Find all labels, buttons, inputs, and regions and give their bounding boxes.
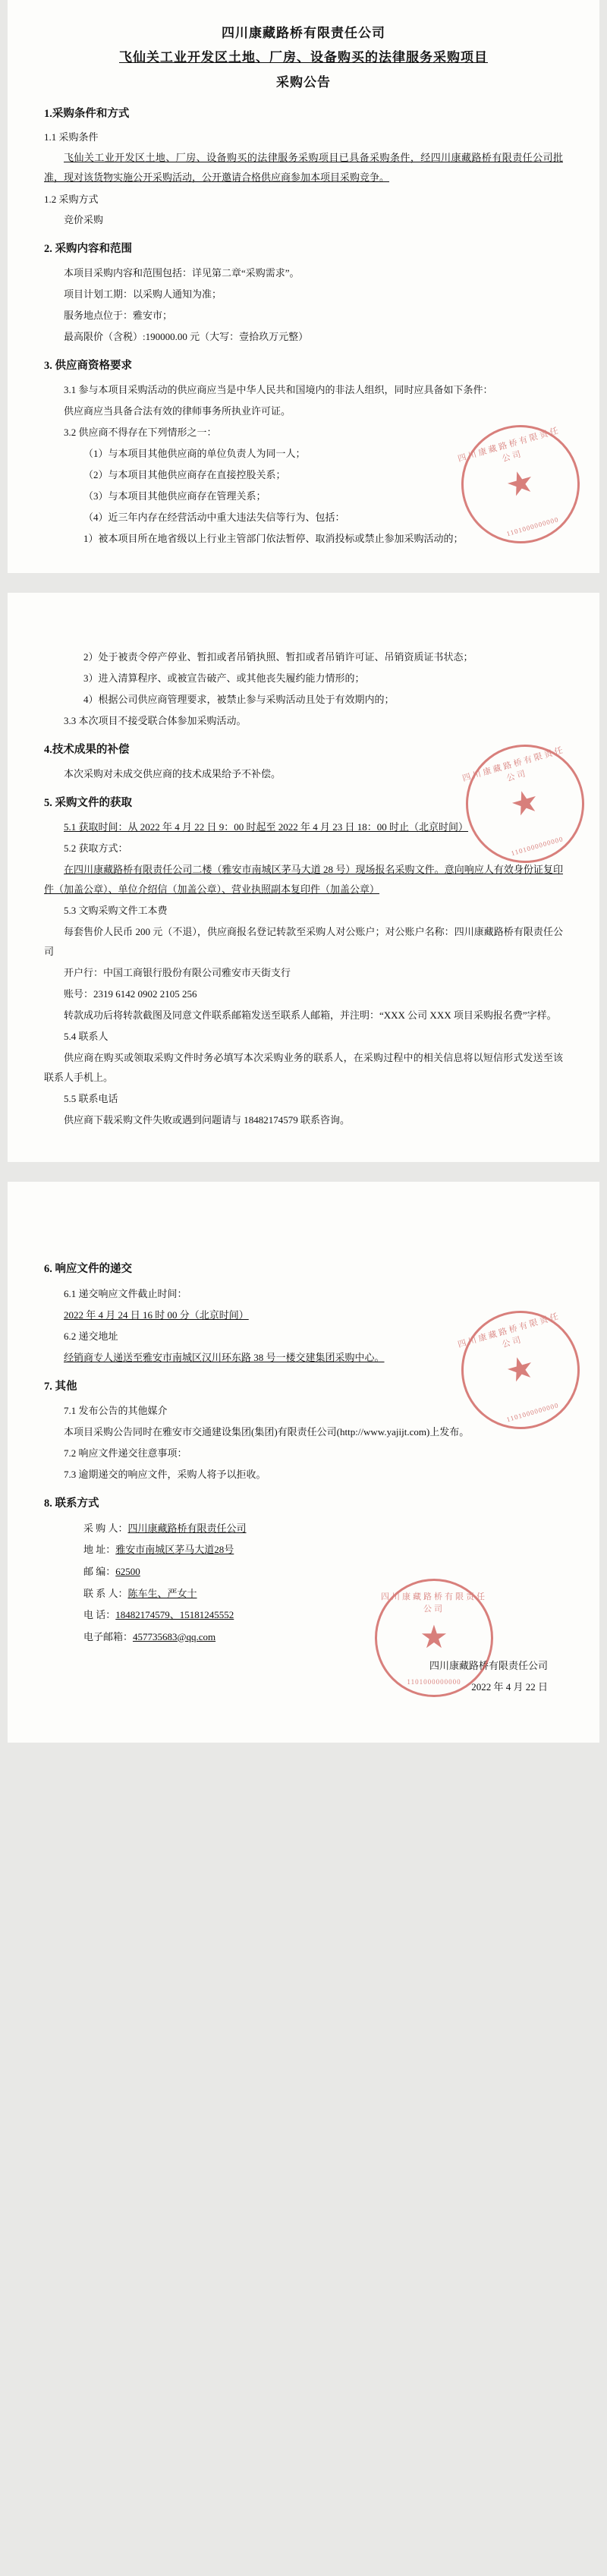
section-5-3-bank: 开户行：中国工商银行股份有限公司雅安市天街支行 — [64, 967, 291, 979]
signature-block — [44, 1655, 563, 1697]
signature-company: 四川康藏路桥有限责任公司 — [429, 1660, 548, 1672]
contact-label-3: 联 系 人： — [83, 1587, 128, 1599]
section-3-heading: 3. 供应商资格要求 — [44, 360, 132, 373]
section-3-license: 供应商应当具备合法有效的律师事务所执业许可证。 — [64, 405, 291, 417]
section-5-3-heading: 5.3 文购采购文件工本费 — [64, 905, 168, 917]
section-6-1-heading: 6.1 递交响应文件截止时间： — [64, 1287, 187, 1299]
section-7-3-text: 7.3 逾期递交的响应文件，采购人将予以拒收。 — [64, 1468, 266, 1480]
contact-value-5: 457735683@qq.com — [133, 1630, 216, 1642]
contact-row — [44, 1627, 563, 1649]
page-title — [44, 21, 563, 95]
contact-row — [44, 1539, 563, 1561]
section-7-1-heading: 7.1 发布公告的其他媒介 — [64, 1404, 168, 1416]
contact-label-4: 电 话： — [83, 1609, 116, 1621]
contact-value-3: 陈车生、严女十 — [127, 1587, 197, 1599]
section-6-2-heading: 6.2 递交地址 — [64, 1330, 118, 1342]
section-5-4-heading: 5.4 联系人 — [64, 1031, 109, 1043]
seal-top-text-3: 四川康藏路桥有限责任公司 — [457, 1312, 562, 1350]
page-edge-right — [599, 0, 607, 573]
section-3-3: 3.3 本次项目不接受联合体参加采购活动。 — [64, 715, 247, 727]
contact-value-0: 四川康藏路桥有限责任公司 — [127, 1522, 247, 1534]
section-6-heading: 6. 响应文件的递交 — [44, 1263, 132, 1276]
seal-star-icon-3: ★ — [502, 1349, 539, 1391]
contact-label-1: 地 址： — [83, 1544, 116, 1556]
contact-value-4: 18482174579、15181245552 — [115, 1609, 234, 1621]
page-edge-left-3 — [0, 1182, 8, 1742]
section-3-2-item-4-1: 1）被本项目所在地省级以上行业主管部门依法暂停、取消投标或禁止参加采购活动的； — [83, 533, 464, 545]
contact-value-1: 雅安市南城区茅马大道28号 — [115, 1544, 234, 1556]
contact-row — [44, 1561, 563, 1583]
section-3-2-item-4-4: 4）根据公司供应商管理要求，被禁止参与采购活动且处于有效期内的； — [83, 694, 395, 706]
contact-value-2: 62500 — [115, 1565, 140, 1577]
section-1-heading: 1.采购条件和方式 — [44, 107, 130, 120]
section-2-duration: 项目计划工期：以采购人通知为准； — [64, 288, 222, 301]
section-3-2-item-4: （4）近三年内存在经营活动中重大违法失信等行为、包括： — [83, 512, 345, 524]
section-5-5-heading: 5.5 联系电话 — [64, 1093, 118, 1105]
contact-label-0: 采 购 人： — [83, 1522, 128, 1534]
page-edge-right-2 — [599, 593, 607, 1162]
title-line-2: 飞仙关工业开发区土地、厂房、设备购买的法律服务采购项目 — [119, 50, 488, 65]
section-4-heading: 4.技术成果的补偿 — [44, 744, 130, 757]
page-band-3 — [0, 1182, 607, 1742]
section-5-4-text: 供应商在购买或领取采购文件时务必填写本次采购业务的联系人，在采购过程中的相关信息将以短信形式发送至该联系人手机上。 — [44, 1052, 563, 1084]
section-2-scope: 本项目采购内容和范围包括：详见第二章“采购需求”。 — [64, 267, 300, 279]
page-gap-1 — [0, 573, 607, 593]
contact-row — [44, 1518, 563, 1540]
section-5-2-heading: 5.2 获取方式： — [64, 842, 128, 855]
page-band-2 — [0, 593, 607, 1162]
section-2-heading: 2. 采购内容和范围 — [44, 243, 132, 256]
section-1-1-text: 飞仙关工业开发区土地、厂房、设备购买的法律服务采购项目已具备采购条件，经四川康藏路桥有限责任公司批准，现对该货物实施公开采购活动，公开邀请合格供应商参加本项目采购竞争。 — [44, 152, 563, 184]
section-4-text: 本次采购对未成交供应商的技术成果给予不补偿。 — [64, 768, 281, 780]
section-7-heading: 7. 其他 — [44, 1380, 77, 1393]
section-3-1: 3.1 参与本项目采购活动的供应商应当是中华人民共和国境内的非法人组织，同时应具备如下条件： — [64, 384, 493, 396]
contact-label-2: 邮 编： — [83, 1565, 116, 1577]
section-5-1: 5.1 获取时间：从 2022 年 4 月 22 日 9：00 时起至 2022 年 4 月 23 日 18：00 时止（北京时间） — [64, 821, 469, 833]
section-5-5-text: 供应商下载采购文件失败或遇到问题请与 18482174579 联系咨询。 — [64, 1114, 351, 1126]
seal-bottom-text-4: 1101000000000 — [407, 1677, 461, 1686]
section-3-2-item-4-2: 2）处于被责令停产停业、暂扣或者吊销执照、暂扣或者吊销许可证、吊销资质证书状态； — [83, 651, 473, 663]
section-3-2-item-1: （1）与本项目其他供应商的单位负责人为同一人； — [83, 448, 306, 460]
section-6-2-address: 经销商专人递送至雅安市南城区汉川环东路 38 号一楼交建集团采购中心。 — [64, 1351, 385, 1363]
seal-top-text: 四川康藏路桥有限责任公司 — [457, 426, 562, 464]
section-6-1-deadline: 2022 年 4 月 24 日 16 时 00 分（北京时间） — [64, 1308, 249, 1321]
section-2-location: 服务地点位于：雅安市； — [64, 310, 173, 322]
seal-top-text-2: 四川康藏路桥有限责任公司 — [461, 745, 567, 784]
contact-label-5: 电子邮箱： — [83, 1630, 134, 1642]
page-gap-2 — [0, 1162, 607, 1182]
signature-date: 2022 年 4 月 22 日 — [471, 1680, 548, 1693]
section-3-2-item-2: （2）与本项目其他供应商存在直接控股关系； — [83, 469, 286, 481]
section-5-2-text: 在四川康藏路桥有限责任公司二楼（雅安市南城区茅马大道 28 号）现场报名采购文件。意向响应人有效身份证复印件（加盖公章）、单位介绍信（加盖公章）、营业执照副本复印件（加盖公章） — [44, 864, 563, 896]
seal-star-icon-2: ★ — [506, 783, 544, 825]
page-band-1 — [0, 0, 607, 573]
contact-row — [44, 1604, 563, 1627]
section-3-2-item-4-3: 3）进入清算程序、或被宣告破产、或其他丧失履约能力情形的； — [83, 672, 365, 685]
section-8-heading: 8. 联系方式 — [44, 1497, 99, 1510]
section-7-1-text: 本项目采购公告同时在雅安市交通建设集团(集团)有限责任公司(http://www.yajijt.com)上发布。 — [64, 1425, 470, 1438]
title-line-3: 采购公告 — [276, 74, 331, 90]
seal-bottom-text: 1101000000000 — [505, 515, 560, 538]
page-edge-left-2 — [0, 593, 8, 1162]
seal-bottom-text-3: 1101000000000 — [505, 1401, 560, 1424]
page-edge-left — [0, 0, 8, 573]
section-1-1-heading: 1.1 采购条件 — [44, 131, 99, 143]
seal-star-icon-4: ★ — [420, 1620, 448, 1655]
section-5-3-fee: 每套售价人民币 200 元（不退），供应商报名登记转款至采购人对公账户；对公账户名称：四川康藏路桥有限责任公司 — [44, 926, 563, 958]
section-5-heading: 5. 采购文件的获取 — [44, 797, 132, 810]
section-1-2-heading: 1.2 采购方式 — [44, 194, 99, 206]
contact-row — [44, 1583, 563, 1605]
section-3-2-item-3: （3）与本项目其他供应商存在管理关系； — [83, 490, 266, 502]
section-3-2: 3.2 供应商不得存在下列情形之一： — [64, 427, 217, 439]
section-2-price-cap: 最高限价（含税）:190000.00 元（大写：壹拾玖万元整） — [64, 331, 309, 343]
title-line-1: 四川康藏路桥有限责任公司 — [222, 26, 385, 40]
page-edge-right-3 — [599, 1182, 607, 1742]
section-5-3-note: 转款成功后将转款截图及同意文件联系邮箱发送至联系人邮箱，并注明：“XXX 公司 XXX 项目采购报名费”字样。 — [64, 1009, 557, 1022]
seal-top-text-4: 四川康藏路桥有限责任公司 — [381, 1592, 487, 1614]
section-5-3-account: 账号：2319 6142 0902 2105 256 — [64, 988, 197, 1000]
seal-bottom-text-2: 1101000000000 — [510, 835, 565, 858]
seal-star-icon: ★ — [502, 463, 539, 505]
section-1-2-text: 竞价采购 — [64, 214, 104, 226]
section-7-2-text: 7.2 响应文件递交往意事项： — [64, 1447, 187, 1459]
